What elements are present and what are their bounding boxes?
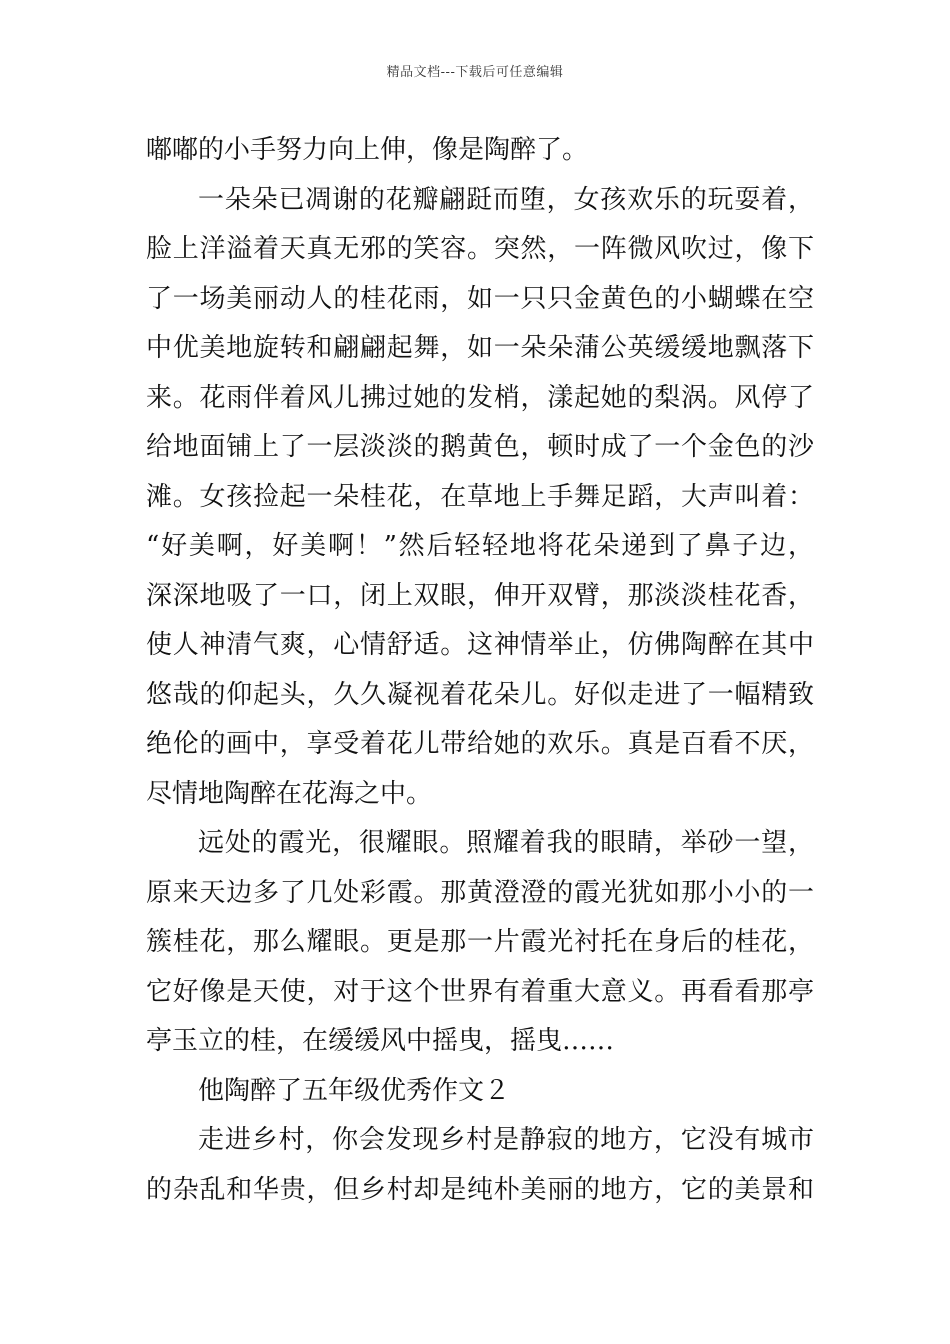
text-line: 它好像是天使，对于这个世界有着重大意义。再看看那亭 [146, 976, 814, 1007]
text-line: 簇桂花，那么耀眼。更是那一片霞光衬托在身后的桂花， [146, 927, 814, 957]
text-line: 给地面铺上了一层淡淡的鹅黄色，顿时成了一个金色的沙 [146, 432, 814, 462]
text-line: 嘟嘟的小手努力向上伸，像是陶醉了。 [146, 135, 589, 165]
text-line: 尽情地陶醉在花海之中。 [146, 778, 433, 809]
text-line: 走进乡村，你会发现乡村是静寂的地方，它没有城市 [198, 1125, 814, 1155]
text-line: 滩。女孩捡起一朵桂花，在草地上手舞足蹈，大声叫着： [146, 481, 814, 512]
text-line: 了一场美丽动人的桂花雨，如一只只金黄色的小蝴蝶在空 [146, 283, 814, 314]
text-line: 绝伦的画中，享受着花儿带给她的欢乐。真是百看不厌， [146, 729, 814, 759]
text-line: 亭玉立的桂，在缓缓风中摇曳，摇曳…… [146, 1026, 615, 1056]
text-line: 脸上洋溢着天真无邪的笑容。突然，一阵微风吹过，像下 [146, 234, 814, 264]
text-line: 悠哉的仰起头，久久凝视着花朵儿。好似走进了一幅精致 [146, 679, 814, 710]
text-line: 原来天边多了几处彩霞。那黄澄澄的霞光犹如那小小的一 [146, 877, 814, 908]
section-heading: 他陶醉了五年级优秀作文２ [198, 1075, 511, 1106]
document-body [146, 126, 814, 1215]
text-line: 一朵朵已凋谢的花瓣翩跹而堕，女孩欢乐的玩耍着， [198, 184, 814, 215]
text-line: 使人神清气爽，心情舒适。这神情举止，仿佛陶醉在其中 [146, 630, 814, 660]
text-line: “好美啊，好美啊！”然后轻轻地将花朵递到了鼻子边， [146, 531, 814, 561]
text-line: 远处的霞光，很耀眼。照耀着我的眼睛，举砂一望， [198, 828, 814, 858]
text-line: 中优美地旋转和翩翩起舞，如一朵朵蒲公英缓缓地飘落下 [146, 333, 814, 363]
text-line: 的杂乱和华贵，但乡村却是纯朴美丽的地方，它的美景和 [146, 1174, 814, 1205]
text-line: 深深地吸了一口，闭上双眼，伸开双臂，那淡淡桂花香， [146, 580, 814, 611]
page-header: 精品文档---下载后可任意编辑 [386, 65, 564, 80]
text-line: 来。花雨伴着风儿拂过她的发梢，漾起她的梨涡。风停了 [146, 382, 814, 413]
